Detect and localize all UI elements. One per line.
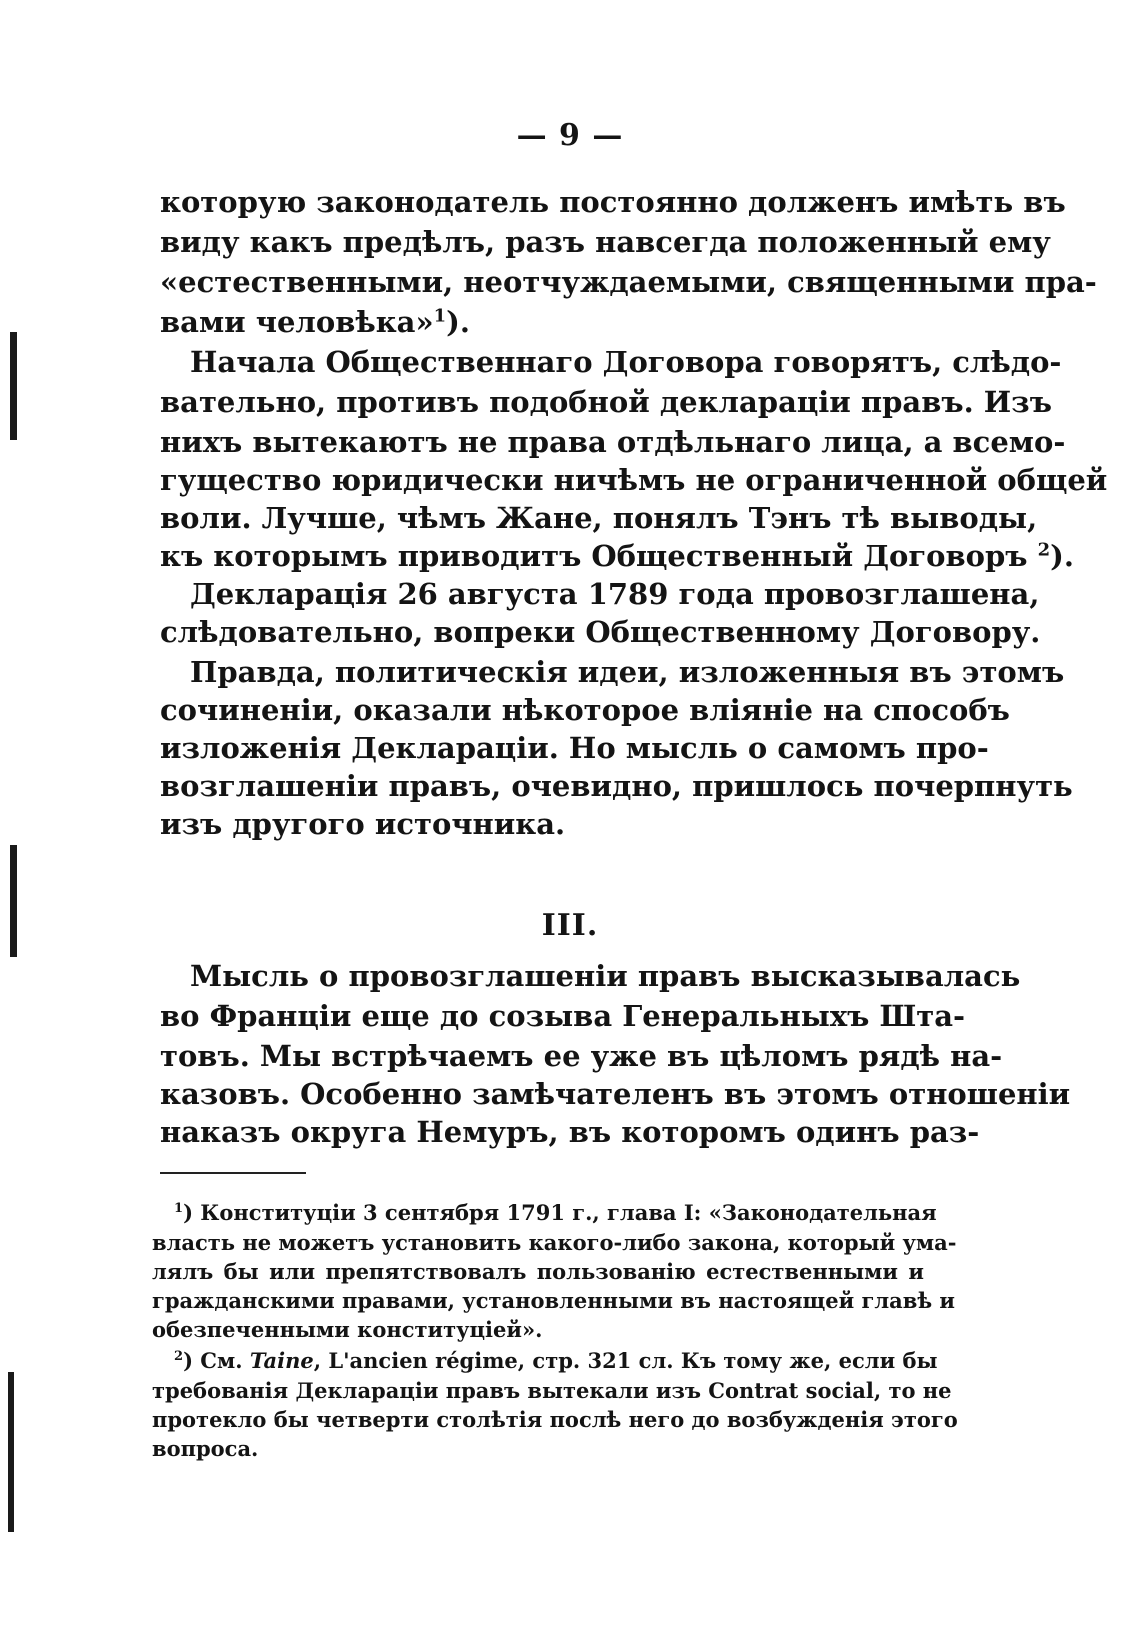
footnote-line: обезпеченными конституцiей». — [152, 1317, 543, 1342]
text-line-body: къ которымъ приводитъ Общественный Договоръ — [160, 539, 1028, 573]
text-line: нихъ вытекаютъ не права отдѣльнаго лица, а всемо- — [160, 425, 1066, 459]
text-line: воли. Лучше, чѣмъ Жане, понялъ Тэнъ тѣ выводы, — [160, 501, 1038, 535]
text-line: казовъ. Особенно замѣчателенъ въ этомъ отношенiи — [160, 1077, 1071, 1111]
footnote-line — [174, 1198, 937, 1228]
text-line: виду какъ предѣлъ, разъ навсегда положенный ему — [160, 225, 1051, 259]
footnote-separator — [160, 1172, 306, 1174]
text-line: Правда, политическiя идеи, изложенныя въ этомъ — [190, 655, 1065, 689]
text-line-body: вами человѣка» — [160, 305, 434, 339]
text-line: вательно, противъ подобной декларацiи правъ. Изъ — [160, 385, 1052, 419]
text-line: которую законодатель постоянно долженъ имѣть въ — [160, 185, 1066, 219]
text-line: возглашенiи правъ, очевидно, пришлось почерпнуть — [160, 769, 1073, 803]
scan-edge-mark — [8, 1372, 14, 1532]
text-line: изложенiя Декларацiи. Но мысль о самомъ про- — [160, 731, 989, 765]
footnote-marker: 2 — [174, 1349, 184, 1364]
text-line: слѣдовательно, вопреки Общественному Договору. — [160, 615, 1041, 649]
footnote-line: протекло бы четверти столѣтiя послѣ него до возбужденiя этого — [152, 1407, 958, 1432]
footnote-marker: 1 — [174, 1201, 184, 1216]
text-line: наказъ округа Немуръ, въ которомъ одинъ раз- — [160, 1115, 980, 1149]
footnote-author: Taine — [249, 1348, 314, 1373]
page-number: — 9 — — [516, 118, 624, 153]
footnote-ref-tail: ). — [446, 305, 470, 339]
footnote-text: ) Конституцiи 3 сентября 1791 г., глава I: «Законодательная — [183, 1200, 937, 1225]
scan-edge-mark — [10, 332, 17, 440]
text-line: сочиненiи, оказали нѣкоторое влiянiе на способъ — [160, 693, 1010, 727]
footnote-ref-tail: ). — [1050, 539, 1074, 573]
text-line: Мысль о провозглашенiи правъ высказывалась — [190, 959, 1021, 993]
footnote-line: гражданскими правами, установленными въ настоящей главѣ и — [152, 1288, 956, 1313]
footnote-line: требованiя Декларацiи правъ вытекали изъ Contrat social, то не — [152, 1378, 952, 1403]
footnote-line — [174, 1346, 938, 1376]
footnote-text: , L'ancien régime, стр. 321 сл. Къ тому же, если бы — [313, 1348, 938, 1373]
text-line: изъ другого источника. — [160, 807, 566, 841]
footnote-ref-2: 2 — [1037, 539, 1051, 561]
section-heading: III. — [541, 908, 599, 943]
text-line — [160, 300, 932, 344]
footnote-line: лялъ бы или препятствовалъ пользованiю естественными и — [152, 1259, 924, 1284]
text-line: товъ. Мы встрѣчаемъ ее уже въ цѣломъ рядѣ на- — [160, 1039, 1003, 1073]
text-line: Декларацiя 26 августа 1789 года провозглашена, — [190, 577, 1040, 611]
footnote-line: власть не можетъ установить какого-либо закона, который ума- — [152, 1230, 957, 1255]
text-line: гущество юридически ничѣмъ не ограниченной общей — [160, 463, 1108, 497]
footnote-line: вопроса. — [152, 1436, 259, 1461]
text-line: «естественными, неотчуждаемыми, священными пра- — [160, 265, 1097, 299]
text-line: Начала Общественнаго Договора говорятъ, слѣдо- — [190, 345, 1062, 379]
footnote-text: ) См. — [183, 1348, 250, 1373]
text-line: во Францiи еще до созыва Генеральныхъ Шта- — [160, 999, 966, 1033]
footnote-ref-1: 1 — [433, 305, 447, 327]
